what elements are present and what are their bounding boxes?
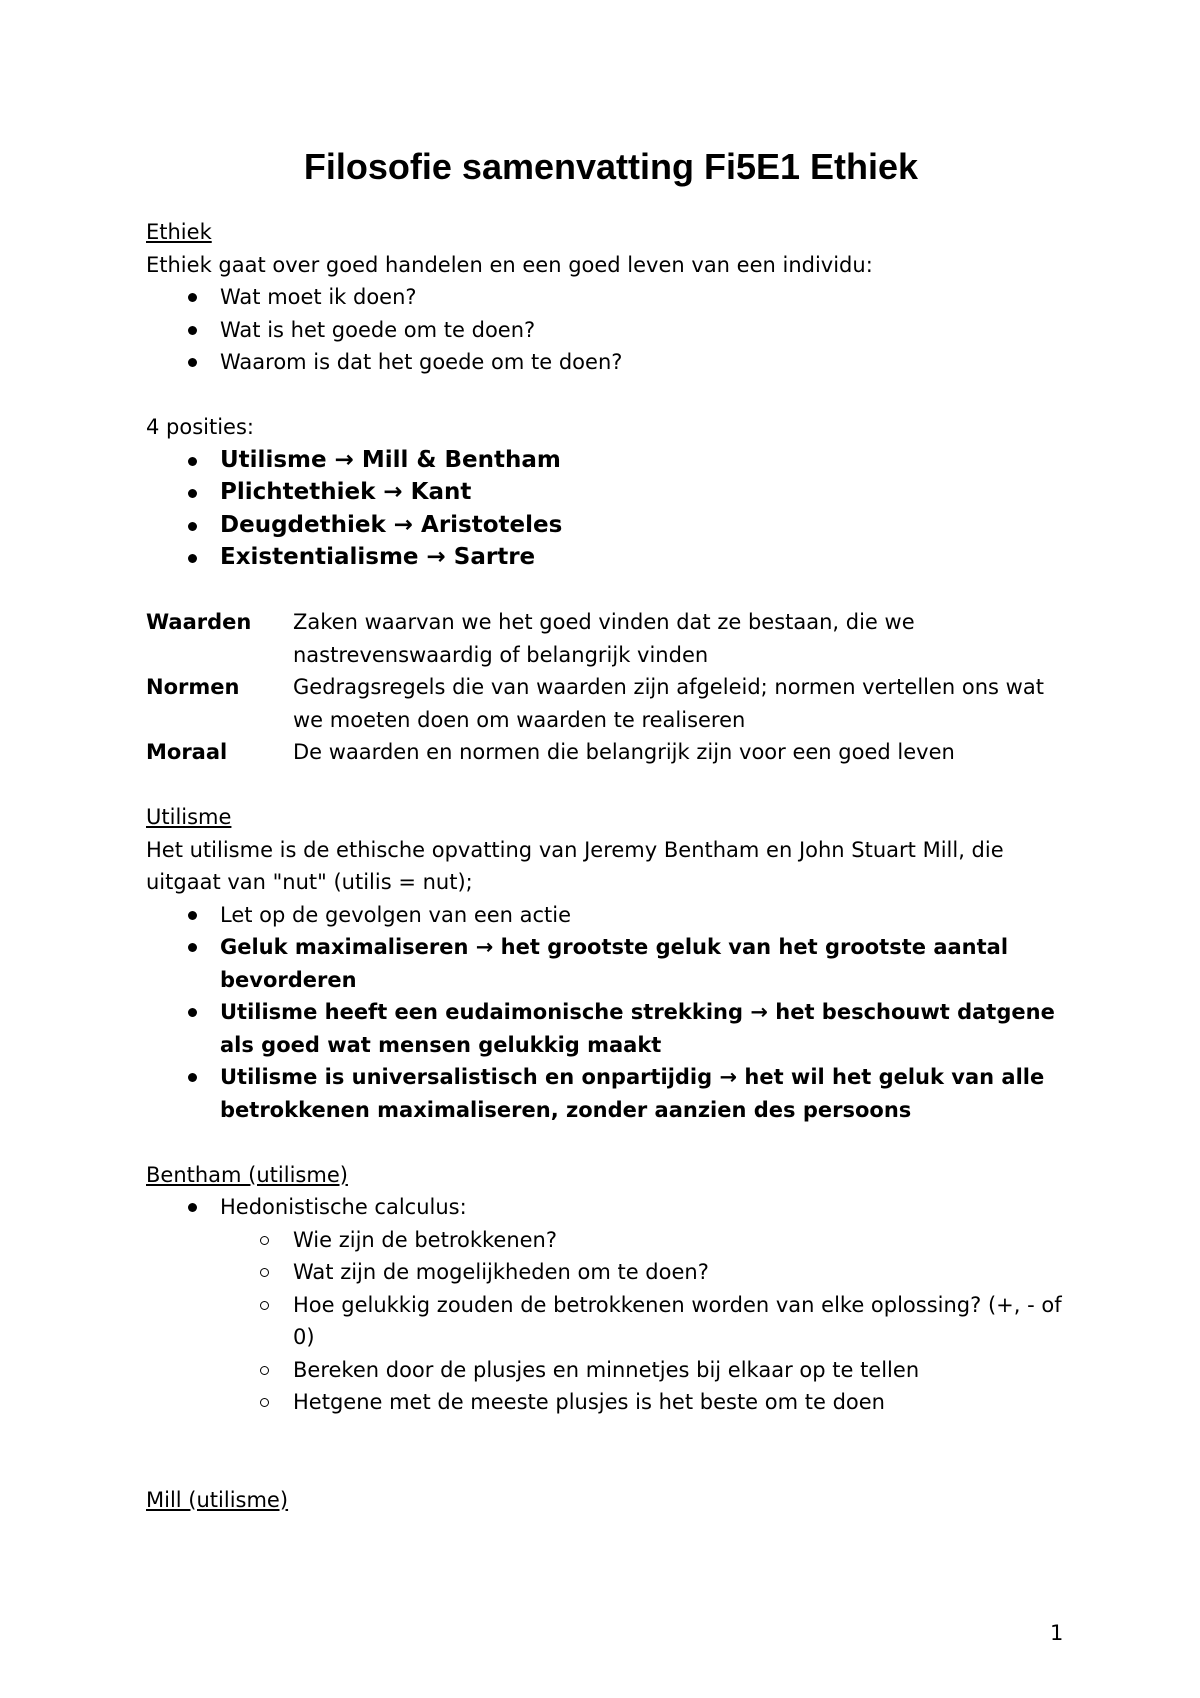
sub-list-item: Hoe gelukkig zouden de betrokkenen worden van elke oplossing? (+, - of 0) — [146, 1289, 1076, 1354]
utilisme-points-list — [146, 899, 1076, 1127]
document-title: Filosofie samenvatting Fi5E1 Ethiek — [303, 146, 919, 187]
section-heading-ethiek: Ethiek — [146, 220, 212, 244]
sub-list-item: Hetgene met de meeste plusjes is het beste om te doen — [146, 1386, 1076, 1419]
definition-description: De waarden en normen die belangrijk zijn voor een goed leven — [293, 740, 955, 764]
ethiek-intro: Ethiek gaat over goed handelen en een goed leven van een individu: — [146, 252, 873, 277]
definition-term: Waarden — [146, 610, 252, 634]
list-item: Utilisme → Mill & Bentham — [146, 444, 1076, 477]
definition-description: Gedragsregels die van waarden zijn afgeleid; normen vertellen ons wat we moeten doen om waarden te realiseren — [293, 675, 1044, 732]
list-item: Waarom is dat het goede om te doen? — [146, 346, 1076, 379]
list-item: Utilisme is universalistisch en onpartijdig → het wil het geluk van alle betrokkenen maximaliseren, zonder aanzien des persoons — [146, 1061, 1076, 1126]
definition-description: Zaken waarvan we het goed vinden dat ze bestaan, die we nastrevenswaardig of belangrijk vinden — [293, 610, 915, 667]
list-item: Plichtethiek → Kant — [146, 476, 1076, 509]
bentham-sublist — [146, 1224, 1076, 1419]
definitions-table — [146, 606, 1076, 769]
posities-list — [146, 444, 1076, 574]
definition-row — [146, 736, 1076, 769]
definition-term: Normen — [146, 675, 240, 699]
page-content — [146, 140, 1076, 1516]
list-item: Hedonistische calculus: — [146, 1191, 1076, 1224]
definition-row — [146, 671, 1076, 736]
section-heading-bentham: Bentham (utilisme) — [146, 1162, 348, 1187]
page-number: 1 — [1050, 1621, 1064, 1645]
section-heading-mill: Mill (utilisme) — [146, 1487, 289, 1512]
list-item: Wat is het goede om te doen? — [146, 314, 1076, 347]
list-item: Geluk maximaliseren → het grootste geluk van het grootste aantal bevorderen — [146, 931, 1076, 996]
list-item: Wat moet ik doen? — [146, 281, 1076, 314]
ethiek-questions-list — [146, 281, 1076, 379]
bentham-list — [146, 1191, 1076, 1224]
definition-row — [146, 606, 1076, 671]
sub-list-item: Wie zijn de betrokkenen? — [146, 1224, 1076, 1257]
sub-list-item: Bereken door de plusjes en minnetjes bij elkaar op te tellen — [146, 1354, 1076, 1387]
posities-heading: 4 posities: — [146, 415, 254, 439]
section-heading-utilisme: Utilisme — [146, 805, 232, 829]
list-item: Deugdethiek → Aristoteles — [146, 509, 1076, 542]
definition-term: Moraal — [146, 740, 228, 764]
list-item: Let op de gevolgen van een actie — [146, 899, 1076, 932]
list-item: Utilisme heeft een eudaimonische strekking → het beschouwt datgene als goed wat mensen gelukkig maakt — [146, 996, 1076, 1061]
sub-list-item: Wat zijn de mogelijkheden om te doen? — [146, 1256, 1076, 1289]
utilisme-intro: Het utilisme is de ethische opvatting van Jeremy Bentham en John Stuart Mill, die uitgaat van "nut" (utilis = nut); — [146, 837, 1004, 894]
list-item: Existentialisme → Sartre — [146, 541, 1076, 574]
